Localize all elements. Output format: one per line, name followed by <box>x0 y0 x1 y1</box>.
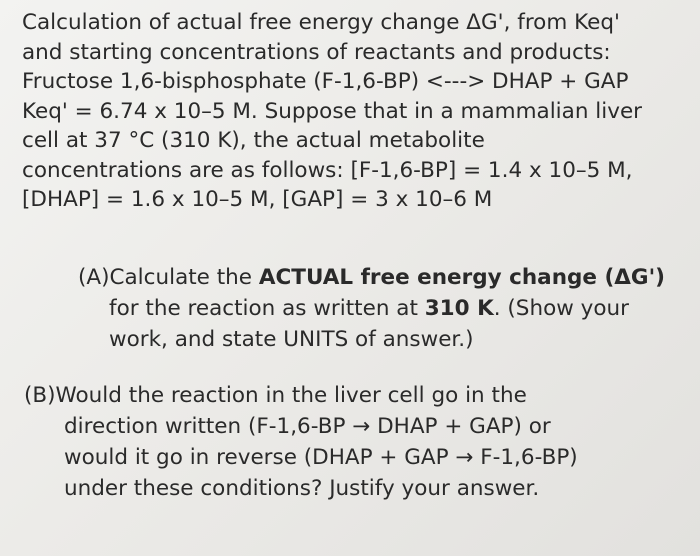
intro-line: Keq' = 6.74 x 10–5 M. Suppose that in a mammalian liver <box>22 98 643 124</box>
intro-line: Calculation of actual free energy change ΔG', from Keq' <box>22 10 620 35</box>
question-a-text: Calculate the <box>109 265 259 290</box>
intro-line: [DHAP] = 1.6 x 10–5 M, [GAP] = 3 x 10–6 M <box>22 187 493 212</box>
question-b-line-4: under these conditions? Justify your answer. <box>64 476 540 501</box>
problem-statement <box>22 8 692 215</box>
question-b-text: Would the reaction in the liver cell go in the <box>55 383 527 408</box>
question-b <box>24 380 688 504</box>
question-a-line-2 <box>78 293 688 324</box>
question-b-line-3: would it go in reverse (DHAP + GAP → F-1,6-BP) <box>64 445 578 470</box>
question-b-line-1 <box>24 380 688 411</box>
question-a <box>78 262 688 355</box>
question-b-label: (B) <box>24 383 56 408</box>
question-b-line-2: direction written (F-1,6-BP → DHAP + GAP) or <box>64 414 551 439</box>
intro-line: concentrations are as follows: [F-1,6-BP] = 1.4 x 10–5 M, <box>22 157 633 183</box>
question-a-line-1 <box>78 262 688 293</box>
question-a-text: . (Show your <box>493 296 629 321</box>
question-a-temperature: 310 K <box>424 296 494 321</box>
question-a-label: (A) <box>78 265 110 290</box>
question-a-text: for the reaction as written at <box>109 296 425 321</box>
question-a-emphasis: ACTUAL free energy change (ΔG') <box>258 265 665 290</box>
intro-line: Fructose 1,6-bisphosphate (F-1,6-BP) <---> DHAP + GAP <box>22 69 629 94</box>
intro-line: cell at 37 °C (310 K), the actual metabolite <box>22 128 485 153</box>
intro-line: and starting concentrations of reactants and products: <box>22 39 611 65</box>
question-a-line-3: work, and state UNITS of answer.) <box>109 327 474 352</box>
